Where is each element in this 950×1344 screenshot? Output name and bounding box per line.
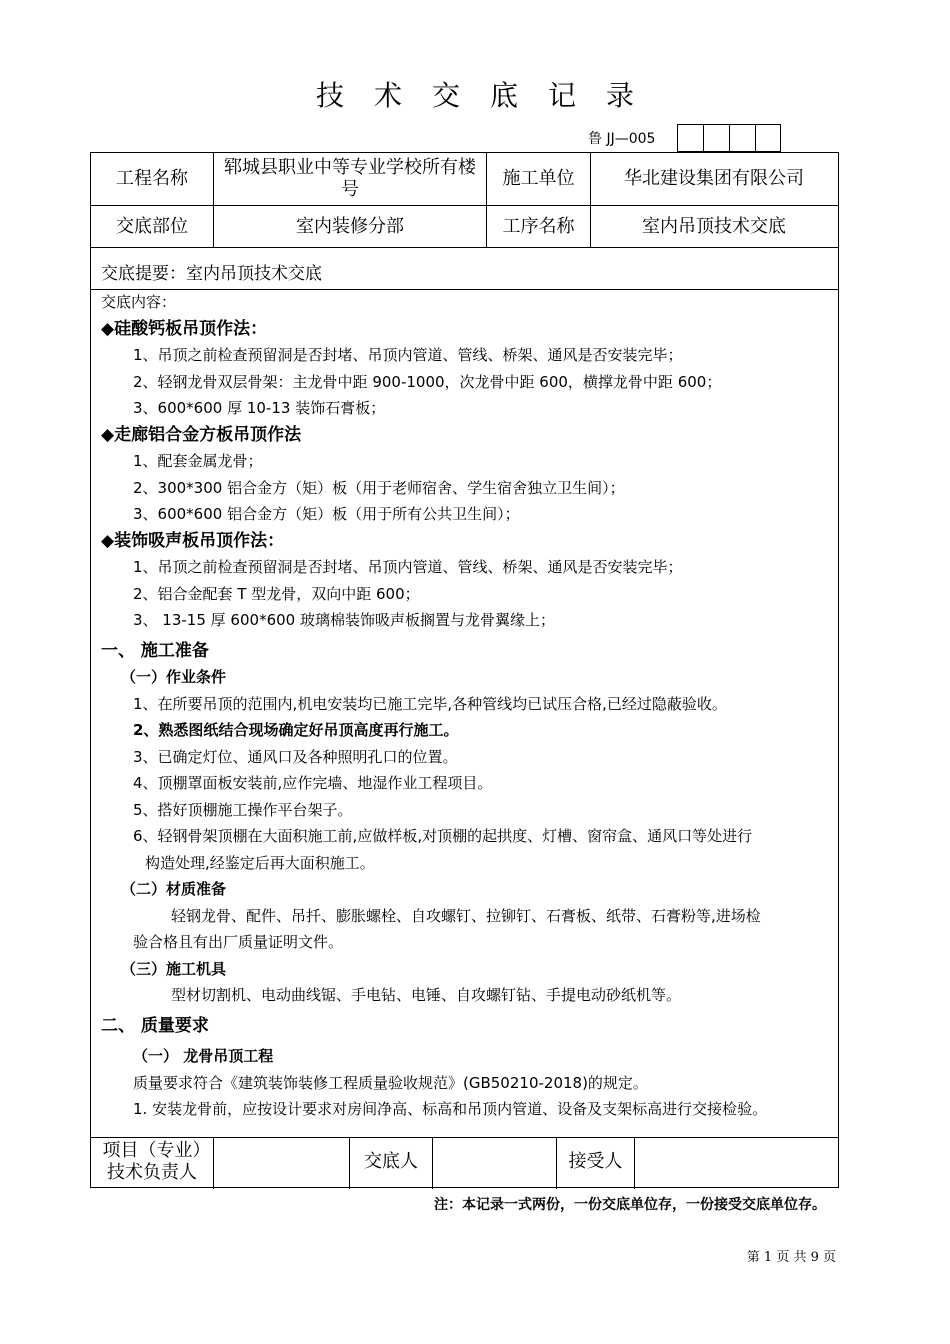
content-line: 2、轻钢龙骨双层骨架：主龙骨中距 900-1000，次龙骨中距 600，横撑龙骨中距 600； — [133, 372, 722, 391]
row-divider — [91, 247, 838, 248]
serial-box — [755, 124, 781, 152]
content-line: 1、吊顶之前检查预留洞是否封堵、吊顶内管道、管线、桥架、通风是否安装完毕； — [133, 558, 683, 576]
discloser-signature[interactable] — [433, 1137, 556, 1187]
project-name-value: 郓城县职业中等专业学校所有楼号 — [224, 157, 476, 200]
content-line: 3、已确定灯位、通风口及各种照明孔口的位置。 — [133, 747, 458, 766]
section-heading: ◆硅酸钙板吊顶作法： — [101, 318, 268, 339]
content-line: 6、轻钢骨架顶棚在大面积施工前,应做样板,对顶棚的起拱度、灯槽、窗帘盒、通风口等处进行 — [133, 827, 753, 845]
content-line: 2、铝合金配套 T 型龙骨，双向中距 600； — [133, 584, 420, 603]
serial-box — [703, 124, 729, 152]
subsection-heading: （三）施工机具 — [121, 959, 227, 978]
subsection-heading: （二）材质准备 — [121, 880, 227, 898]
content-line: 3、 13-15 厚 600*600 玻璃棉装饰吸声板搁置与龙骨翼缘上； — [133, 611, 555, 629]
content-line: 1、吊顶之前检查预留洞是否封堵、吊顶内管道、管线、桥架、通风是否安装完毕； — [133, 346, 683, 364]
content-line: 2、300*300 铝合金方（矩）板（用于老师宿舍、学生宿舍独立卫生间）； — [133, 478, 625, 497]
content-line: 1. 安装龙骨前，应按设计要求对房间净高、标高和吊顶内管道、设备及支架标高进行交接检验。 — [133, 1100, 768, 1118]
subsection-heading: （一） 龙骨吊顶工程 — [133, 1047, 274, 1065]
disclosure-part-label: 交底部位 — [116, 215, 188, 237]
content-line: 验合格且有出厂质量证明文件。 — [133, 933, 344, 951]
content-line: 1、在所要吊顶的范围内,机电安装均已施工完毕,各种管线均已试压合格,已经过隐蔽验收。 — [133, 694, 727, 713]
disclosure-summary: 交底提要：室内吊顶技术交底 — [101, 264, 322, 284]
content-line: 3、600*600 铝合金方（矩）板（用于所有公共卫生间）； — [133, 505, 520, 523]
record-note: 注：本记录一式两份，一份交底单位存，一份接受交底单位存。 — [434, 1197, 826, 1213]
tech-lead-signature[interactable] — [214, 1137, 349, 1187]
disclosure-form — [90, 152, 839, 1188]
section-heading: ◆走廊铝合金方板吊顶作法 — [101, 424, 302, 445]
content-line: 质量要求符合《建筑装饰装修工程质量验收规范》(GB50210-2018)的规定。 — [133, 1073, 648, 1092]
project-name-label: 工程名称 — [116, 168, 188, 189]
tech-lead-label: 项目（专业）技术负责人 — [102, 1140, 202, 1183]
content-line: 型材切割机、电动曲线锯、手电钻、电锤、自攻螺钉钻、手提电动砂纸机等。 — [171, 986, 682, 1004]
content-line: 3、600*600 厚 10-13 装饰石膏板； — [133, 399, 386, 417]
chapter-heading: 二、 质量要求 — [101, 1015, 209, 1036]
serial-box — [677, 124, 703, 152]
chapter-heading: 一、 施工准备 — [101, 640, 209, 661]
subsection-heading: （一）作业条件 — [121, 668, 227, 686]
content-line: 构造处理,经鉴定后再大面积施工。 — [145, 853, 375, 872]
receiver-label: 接受人 — [568, 1151, 623, 1172]
disclosure-part-value: 室内装修分部 — [296, 215, 404, 237]
content-line: 2、熟悉图纸结合现场确定好吊顶高度再行施工。 — [133, 721, 459, 739]
content-line: 1、配套金属龙骨； — [133, 452, 263, 470]
page-number: 第 1 页 共 9 页 — [746, 1250, 836, 1265]
content-line: 4、顶棚罩面板安装前,应作完墙、地湿作业工程项目。 — [133, 774, 493, 792]
section-heading: ◆装饰吸声板吊顶作法： — [101, 530, 285, 551]
contractor-value: 华北建设集团有限公司 — [624, 168, 804, 189]
serial-number-boxes — [677, 124, 781, 152]
receiver-signature[interactable] — [635, 1137, 837, 1187]
process-name-label: 工序名称 — [502, 215, 575, 237]
disclosure-content — [101, 289, 834, 1123]
discloser-label: 交底人 — [364, 1151, 418, 1172]
content-line: 5、搭好顶棚施工操作平台架子。 — [133, 800, 353, 819]
content-line: 轻钢龙骨、配件、吊扦、膨胀螺栓、自攻螺钉、拉铆钉、石膏板、纸带、石膏粉等,进场检 — [171, 906, 761, 925]
form-code-row — [588, 124, 781, 152]
contractor-label: 施工单位 — [502, 168, 575, 189]
process-name-value: 室内吊顶技术交底 — [642, 215, 786, 237]
content-heading: 交底内容： — [101, 293, 177, 311]
form-code: 鲁 JJ—005 — [588, 131, 656, 147]
document-title: 技术交底记录 — [315, 79, 664, 112]
serial-box — [729, 124, 755, 152]
